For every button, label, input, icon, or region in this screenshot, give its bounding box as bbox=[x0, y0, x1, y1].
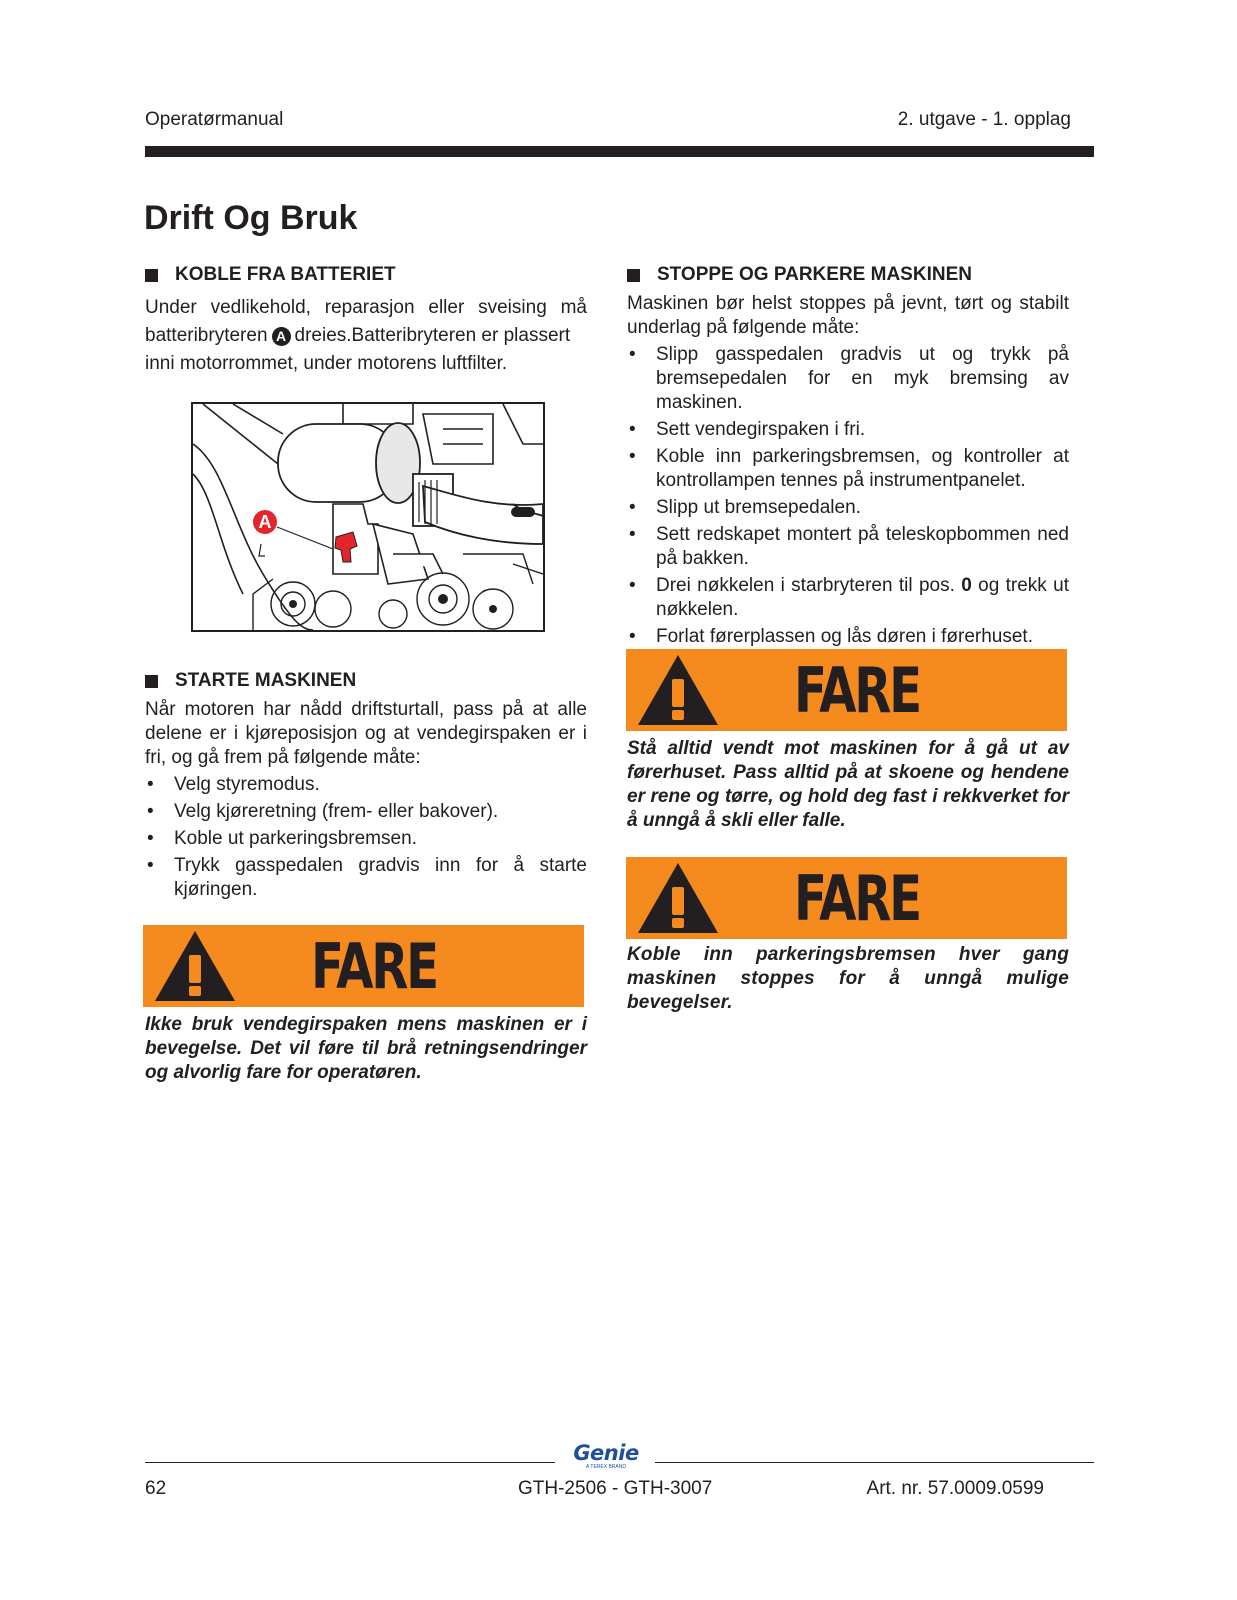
danger-banner-right-2 bbox=[626, 857, 1067, 939]
section-heading-stop bbox=[627, 264, 1069, 286]
list-item: • Sett redskapet montert på teleskopbommen ned på bakken. bbox=[627, 523, 1069, 571]
danger-text-left: Ikke bruk vendegirspaken mens maskinen er i bevegelse. Det vil føre til brå retningsendringer og alvorlig fare for operatøren. bbox=[145, 1014, 587, 1083]
key-step-text-2: og trekk ut nøkkelen. bbox=[656, 575, 1069, 620]
figure-callout-a: A bbox=[253, 510, 277, 534]
danger-banner-left bbox=[143, 925, 584, 1007]
start-intro: Når motoren har nådd driftsturtall, pass på at alle delene er i kjøreposisjon og at vendegirspaken er i fri, og gå frem på følgende måte: bbox=[145, 699, 587, 768]
stop-steps bbox=[627, 343, 1069, 649]
battery-text-part1: batteribryteren bbox=[145, 325, 268, 346]
heading-text: STOPPE OG PARKERE MASKINEN bbox=[657, 264, 972, 285]
list-item: • Forlat førerplassen og lås døren i førerhuset. bbox=[627, 625, 1069, 649]
section-battery bbox=[145, 264, 587, 378]
engine-drawing bbox=[193, 404, 543, 630]
list-item: • Slipp ut bremsepedalen. bbox=[627, 496, 1069, 520]
callout-a-icon: A bbox=[272, 327, 291, 346]
danger-text-right-2: Koble inn parkeringsbremsen hver gang maskinen stoppes for å unngå mulige bevegelser. bbox=[627, 944, 1069, 1013]
genie-logo bbox=[560, 1442, 652, 1470]
article-number: Art. nr. 57.0009.0599 bbox=[866, 1478, 1044, 1499]
battery-text bbox=[145, 294, 587, 378]
danger-banner-right-1 bbox=[626, 649, 1067, 731]
page-title: Drift Og Bruk bbox=[144, 199, 358, 237]
header-edition: 2. utgave - 1. opplag bbox=[897, 109, 1071, 130]
page-number: 62 bbox=[145, 1478, 167, 1499]
list-item: • Velg kjøreretning (frem- eller bakover). bbox=[145, 800, 587, 824]
warning-triangle-icon bbox=[632, 649, 724, 731]
section-start bbox=[145, 670, 587, 905]
battery-text-line1: Under vedlikehold, reparasjon eller sveising må bbox=[145, 297, 587, 318]
model-range: GTH-2506 - GTH-3007 bbox=[518, 1478, 713, 1499]
logo-tagline: A TEREX BRAND bbox=[586, 1464, 626, 1470]
battery-text-line2 bbox=[145, 322, 587, 350]
list-item: • Trykk gasspedalen gradvis inn for å starte kjøringen. bbox=[145, 854, 587, 902]
list-item: • Slipp gasspedalen gradvis ut og trykk på bremsepedalen for en myk bremsing av maskinen. bbox=[627, 343, 1069, 415]
engine-compartment-illustration bbox=[191, 402, 545, 632]
key-step-position: 0 bbox=[961, 575, 972, 596]
square-bullet-icon bbox=[145, 675, 158, 688]
square-bullet-icon bbox=[627, 269, 640, 282]
list-item: • Sett vendegirspaken i fri. bbox=[627, 418, 1069, 442]
section-stop bbox=[627, 264, 1069, 652]
section-heading-start bbox=[145, 670, 587, 692]
header-manual-title: Operatørmanual bbox=[145, 109, 284, 130]
danger-label: FARE bbox=[311, 929, 437, 1003]
list-item: • Velg styremodus. bbox=[145, 773, 587, 797]
list-item: • Koble inn parkeringsbremsen, og kontroller at kontrollampen tennes på instrumentpanelet. bbox=[627, 445, 1069, 493]
warning-triangle-icon bbox=[632, 857, 724, 939]
battery-text-line3: inni motorrommet, under motorens luftfilter. bbox=[145, 353, 508, 374]
heading-text: STARTE MASKINEN bbox=[175, 670, 357, 691]
section-heading-battery bbox=[145, 264, 587, 286]
start-steps bbox=[145, 773, 587, 902]
heading-text: KOBLE FRA BATTERIET bbox=[175, 264, 396, 285]
battery-text-part2: dreies.Batteribryteren er plassert bbox=[294, 325, 571, 346]
list-item: • Koble ut parkeringsbremsen. bbox=[145, 827, 587, 851]
danger-text-right-1: Stå alltid vendt mot maskinen for å gå ut av førerhuset. Pass alltid på at skoene og hendene er rene og tørre, og hold deg fast i rekkverket for å unngå å skli eller falle. bbox=[627, 738, 1069, 831]
footer-rule-right bbox=[655, 1462, 1094, 1463]
danger-label: FARE bbox=[794, 653, 920, 727]
key-step-text-1: Drei nøkkelen i starbryteren til pos. bbox=[656, 575, 955, 596]
logo-wordmark: Genie bbox=[573, 1441, 639, 1465]
header-rule bbox=[145, 146, 1094, 157]
square-bullet-icon bbox=[145, 269, 158, 282]
warning-triangle-icon bbox=[149, 925, 241, 1007]
footer-rule-left bbox=[145, 1462, 555, 1463]
list-item-key bbox=[627, 574, 1069, 622]
danger-label: FARE bbox=[794, 861, 920, 935]
stop-intro: Maskinen bør helst stoppes på jevnt, tørt og stabilt underlag på følgende måte: bbox=[627, 293, 1069, 338]
